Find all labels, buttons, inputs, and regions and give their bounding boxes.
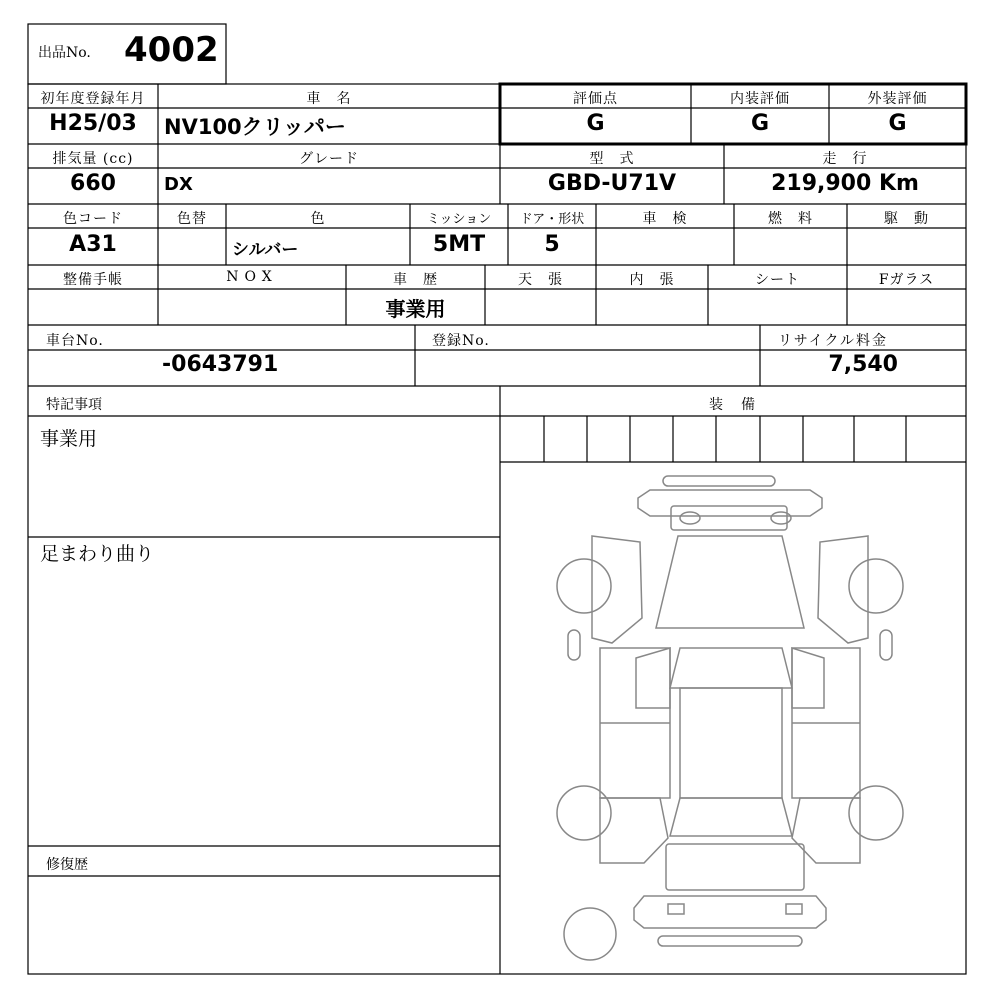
nox-label: NOX	[226, 269, 278, 285]
roof-label: 天 張	[518, 272, 563, 288]
color-label: 色	[310, 211, 326, 227]
color-code-label: 色コード	[63, 211, 123, 227]
grade-label: グレード	[299, 151, 359, 167]
equipment-label: 装 備	[709, 397, 757, 413]
reg-no-label: 登録No.	[432, 333, 490, 349]
score-label: 評価点	[573, 91, 618, 107]
maintenance-label: 整備手帳	[63, 272, 123, 288]
transmission-value: 5MT	[432, 232, 486, 257]
transmission-label: ミッション	[426, 212, 492, 227]
interior-trim-label: 内 張	[629, 272, 675, 288]
exterior-label: 外装評価	[867, 91, 928, 107]
special-notes-label: 特記事項	[46, 397, 102, 413]
displacement-value: 660	[70, 171, 116, 196]
model-label: 型 式	[589, 151, 635, 167]
exterior-value: G	[888, 111, 907, 136]
special-note-1: 事業用	[40, 428, 98, 450]
first-reg-label: 初年度登録年月	[40, 91, 146, 107]
repaint-label: 色替	[177, 211, 207, 227]
chassis-label: 車台No.	[46, 333, 104, 349]
repair-history-label: 修復歴	[46, 857, 88, 873]
first-reg-value: H25/03	[49, 111, 137, 136]
lot-number: 4002	[124, 30, 219, 70]
seat-label: シート	[755, 272, 800, 288]
displacement-label: 排気量 (cc)	[52, 151, 134, 167]
color-value: シルバー	[232, 240, 299, 260]
car-body-diagram	[540, 468, 920, 968]
drive-label: 駆 動	[884, 211, 929, 227]
score-value: G	[586, 111, 605, 136]
interior-label: 内装評価	[730, 91, 790, 107]
mileage-value: 219,900 Km	[771, 171, 919, 196]
grade-value: DX	[164, 174, 193, 195]
model-value: GBD-U71V	[547, 171, 677, 196]
history-label: 車 歴	[393, 272, 438, 288]
car-name-label: 車 名	[306, 91, 352, 107]
recycle-label: リサイクル料金	[778, 333, 889, 349]
history-value: 事業用	[385, 297, 446, 321]
fglass-label: Fガラス	[878, 272, 935, 288]
chassis-value: -0643791	[162, 352, 279, 377]
car-name-value: NV100クリッパー	[164, 115, 346, 139]
recycle-value: 7,540	[828, 352, 898, 377]
color-code-value: A31	[69, 232, 117, 257]
door-value: 5	[544, 232, 560, 257]
fuel-label: 燃 料	[768, 211, 813, 227]
mileage-label: 走 行	[822, 151, 868, 167]
inspection-label: 車 検	[642, 211, 688, 227]
door-label: ドア・形状	[519, 212, 585, 227]
special-note-2: 足まわり曲り	[40, 543, 155, 565]
lot-label: 出品No.	[38, 45, 91, 61]
interior-value: G	[750, 111, 770, 136]
